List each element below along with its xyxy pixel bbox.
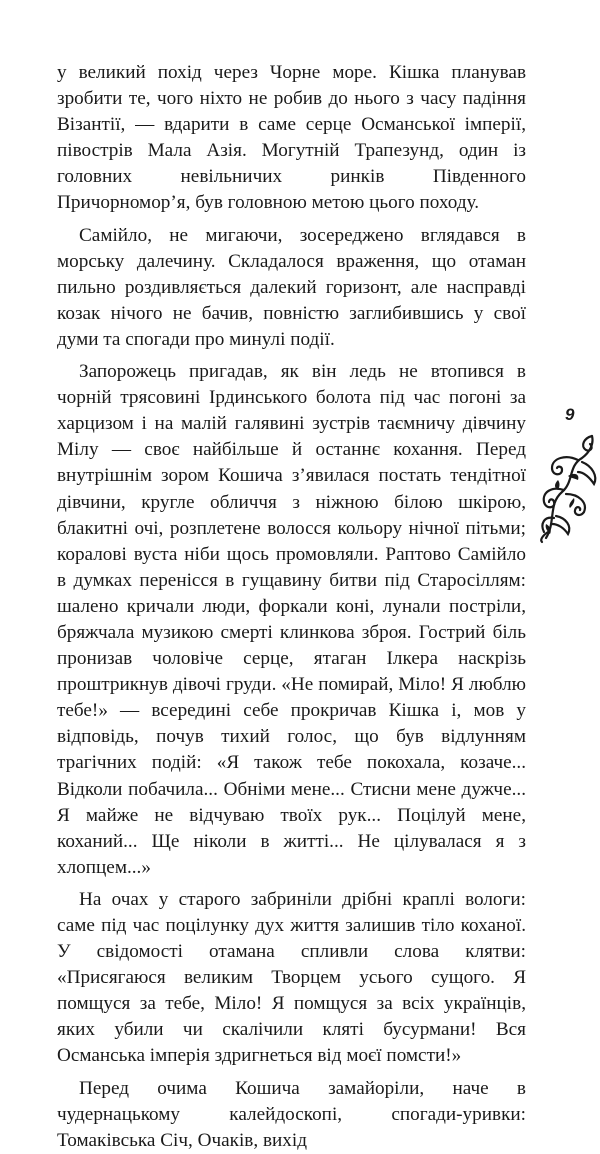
baroque-flourish-icon <box>538 432 600 544</box>
paragraph: На очах у старого забриніли дрібні краплі вологи: саме під час поцілунку дух життя залишив тіло коханої. У свідомості отамана спливли слова клятви: «Присягаюся великим Творцем усього сущого. Я помщуся за тебе, Міло! Я помщуся за всіх українців, яких убили чи скалічили кляті бусурмани! Вся Османська імперія здригнеться від моєї помсти!» <box>57 888 526 1067</box>
paragraph: у великий похід через Чорне море. Кішка планував зробити те, чого ніхто не робив до нього з часу падіння Візантії, — вдарити в саме серце Османської імперії, півострів Мала Азія. Могутній Трапезунд, один із головних невільничих ринків Південного Причорномор’я, був головною метою цього походу. <box>57 62 526 214</box>
paragraph: Перед очима Кошича замайоріли, наче в чудернацькому калейдоскопі, спогади-уривки: Томаківська Січ, Очаків, вихід <box>57 1077 526 1151</box>
paragraph: Самійло, не мигаючи, зосереджено вглядався в морську далечину. Складалося враження, що отаман пильно роздивляється далекий горизонт, але насправді козак нічого не бачив, повністю заглибившись у свої думи та спогади про минулі події. <box>57 224 526 350</box>
book-page-text <box>57 60 526 1154</box>
page-number: 9 <box>565 405 575 424</box>
paragraph: Запорожець пригадав, як він ледь не втопився в чорній трясовині Ірдинського болота під час погоні за харцизом і на малій галявині зустрів таємничу дівчину Мілу — своє найбільше й останнє кохання. Перед внутрішнім зором Кошича з’явилася постать тендітної дівчини, кругле обличчя з ніжною білою шкірою, блакитні очі, розплетене волосся кольору нічної пітьми; коралові вуста ніби щось промовляли. Раптово Самійло в думках перенісся в гущавину битви під Старосіллям: шалено кричали люди, форкали коні, лунали постріли, бряжчала музикою смерті клинкова зброя. Гострий біль пронизав чоловіче серце, ятаган Ілкера наскрізь проштрикнув дівочі груди. «Не помирай, Міло! Я люблю тебе!» — всередині себе прокричав Кішка і, мов у відповідь, почув тихий голос, що був відлунням трагічних подій: «Я також тебе покохала, козаче... Відколи побачила... Обніми мене... Стисни мене дужче... Я майже не відчуваю твоїх рук... Поцілуй мене, коханий... Ще ніколи в житті... Не цілувалася я з хлопцем...» <box>57 361 526 878</box>
